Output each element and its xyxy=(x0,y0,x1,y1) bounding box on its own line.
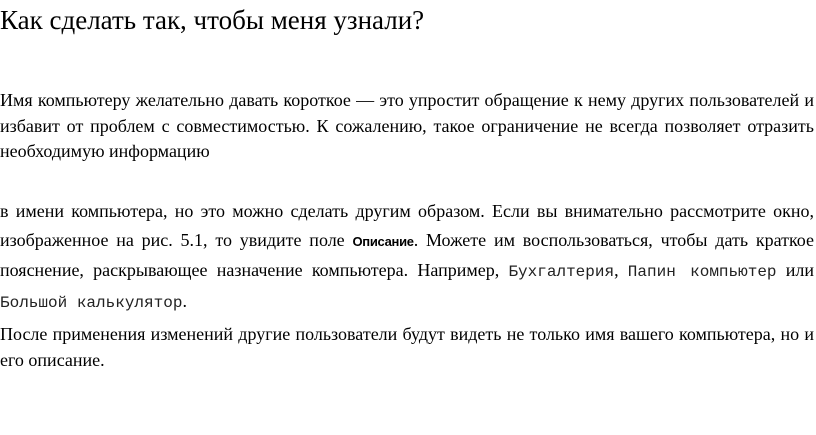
paragraph-2-text-start: в имени компьютера, но это можно сделать другим образом. Если вы внимательно рассмотрите окно, изображенное на рис. 5.1, то увидите поле xyxy=(0,201,814,250)
paragraph-1: Имя компьютеру желательно давать короткое — это упростит обращение к нему других пользователей и избавит от проблем с совместимостью. К сожалению, такое ограничение не всегда позволяет отразить необходимую информацию xyxy=(0,90,814,161)
field-name-term: Описание xyxy=(352,234,414,249)
paragraph-3: После применения изменений другие пользователи будут видеть не только имя вашего компьютера, но и его описание. xyxy=(0,324,814,370)
page-title: Как сделать так, чтобы меня узнали? xyxy=(0,5,425,35)
separator-2: или xyxy=(776,260,814,280)
example-term-3: Большой калькулятор xyxy=(0,294,183,312)
separator-1: , xyxy=(614,260,628,280)
example-term-1: Бухгалтерия xyxy=(508,263,615,281)
example-term-2: Папин компьютер xyxy=(627,263,777,281)
paragraph-2-end: . xyxy=(182,291,187,311)
paragraph-2 xyxy=(0,197,814,318)
paragraph-2-text-middle: . Можете им воспользоваться, чтобы дать краткое пояснение, раскрывающее назначение компьютера. Например, xyxy=(0,230,815,280)
